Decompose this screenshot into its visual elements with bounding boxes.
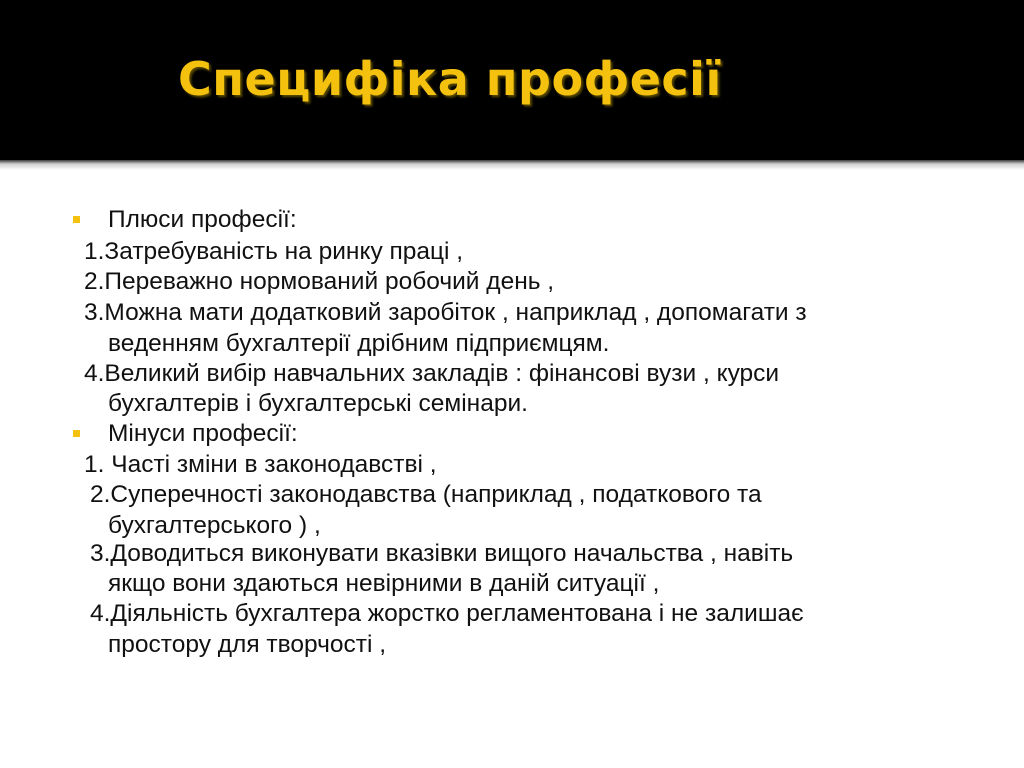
- plus-item-1: 1.Затребуваність на ринку праці ,: [84, 238, 464, 265]
- plus-item-3: 3.Можна мати додатковий заробіток , наприклад , допомагати з: [84, 299, 807, 326]
- minus-item-3: 3.Доводиться виконувати вказівки вищого начальства , навіть: [90, 540, 794, 567]
- plus-item-4-continuation: бухгалтерів і бухгалтерські семінари.: [108, 390, 528, 417]
- plus-item-4: 4.Великий вибір навчальних закладів : фінансові вузи , курси: [84, 360, 780, 387]
- plus-heading: Плюси професії:: [108, 206, 297, 233]
- minus-item-1: 1. Часті зміни в законодавстві ,: [84, 451, 437, 478]
- minus-heading: Мінуси професії:: [108, 420, 298, 447]
- minus-item-4-continuation: простору для творчості ,: [108, 631, 387, 658]
- bullet-square-icon: [73, 430, 80, 437]
- plus-item-2: 2.Переважно нормований робочий день ,: [84, 268, 555, 295]
- plus-item-3-continuation: веденням бухгалтерії дрібним підприємцям.: [108, 330, 610, 357]
- bullet-square-icon: [73, 216, 80, 223]
- slide-title: Специфіка професії: [178, 52, 722, 106]
- minus-item-3-continuation: якщо вони здаються невірними в даній ситуації ,: [108, 570, 660, 597]
- minus-item-2: 2.Суперечності законодавства (наприклад , податкового та: [90, 481, 762, 508]
- minus-item-2-continuation: бухгалтерського ) ,: [108, 512, 321, 539]
- minus-item-4: 4.Діяльність бухгалтера жорстко регламентована і не залишає: [90, 600, 804, 627]
